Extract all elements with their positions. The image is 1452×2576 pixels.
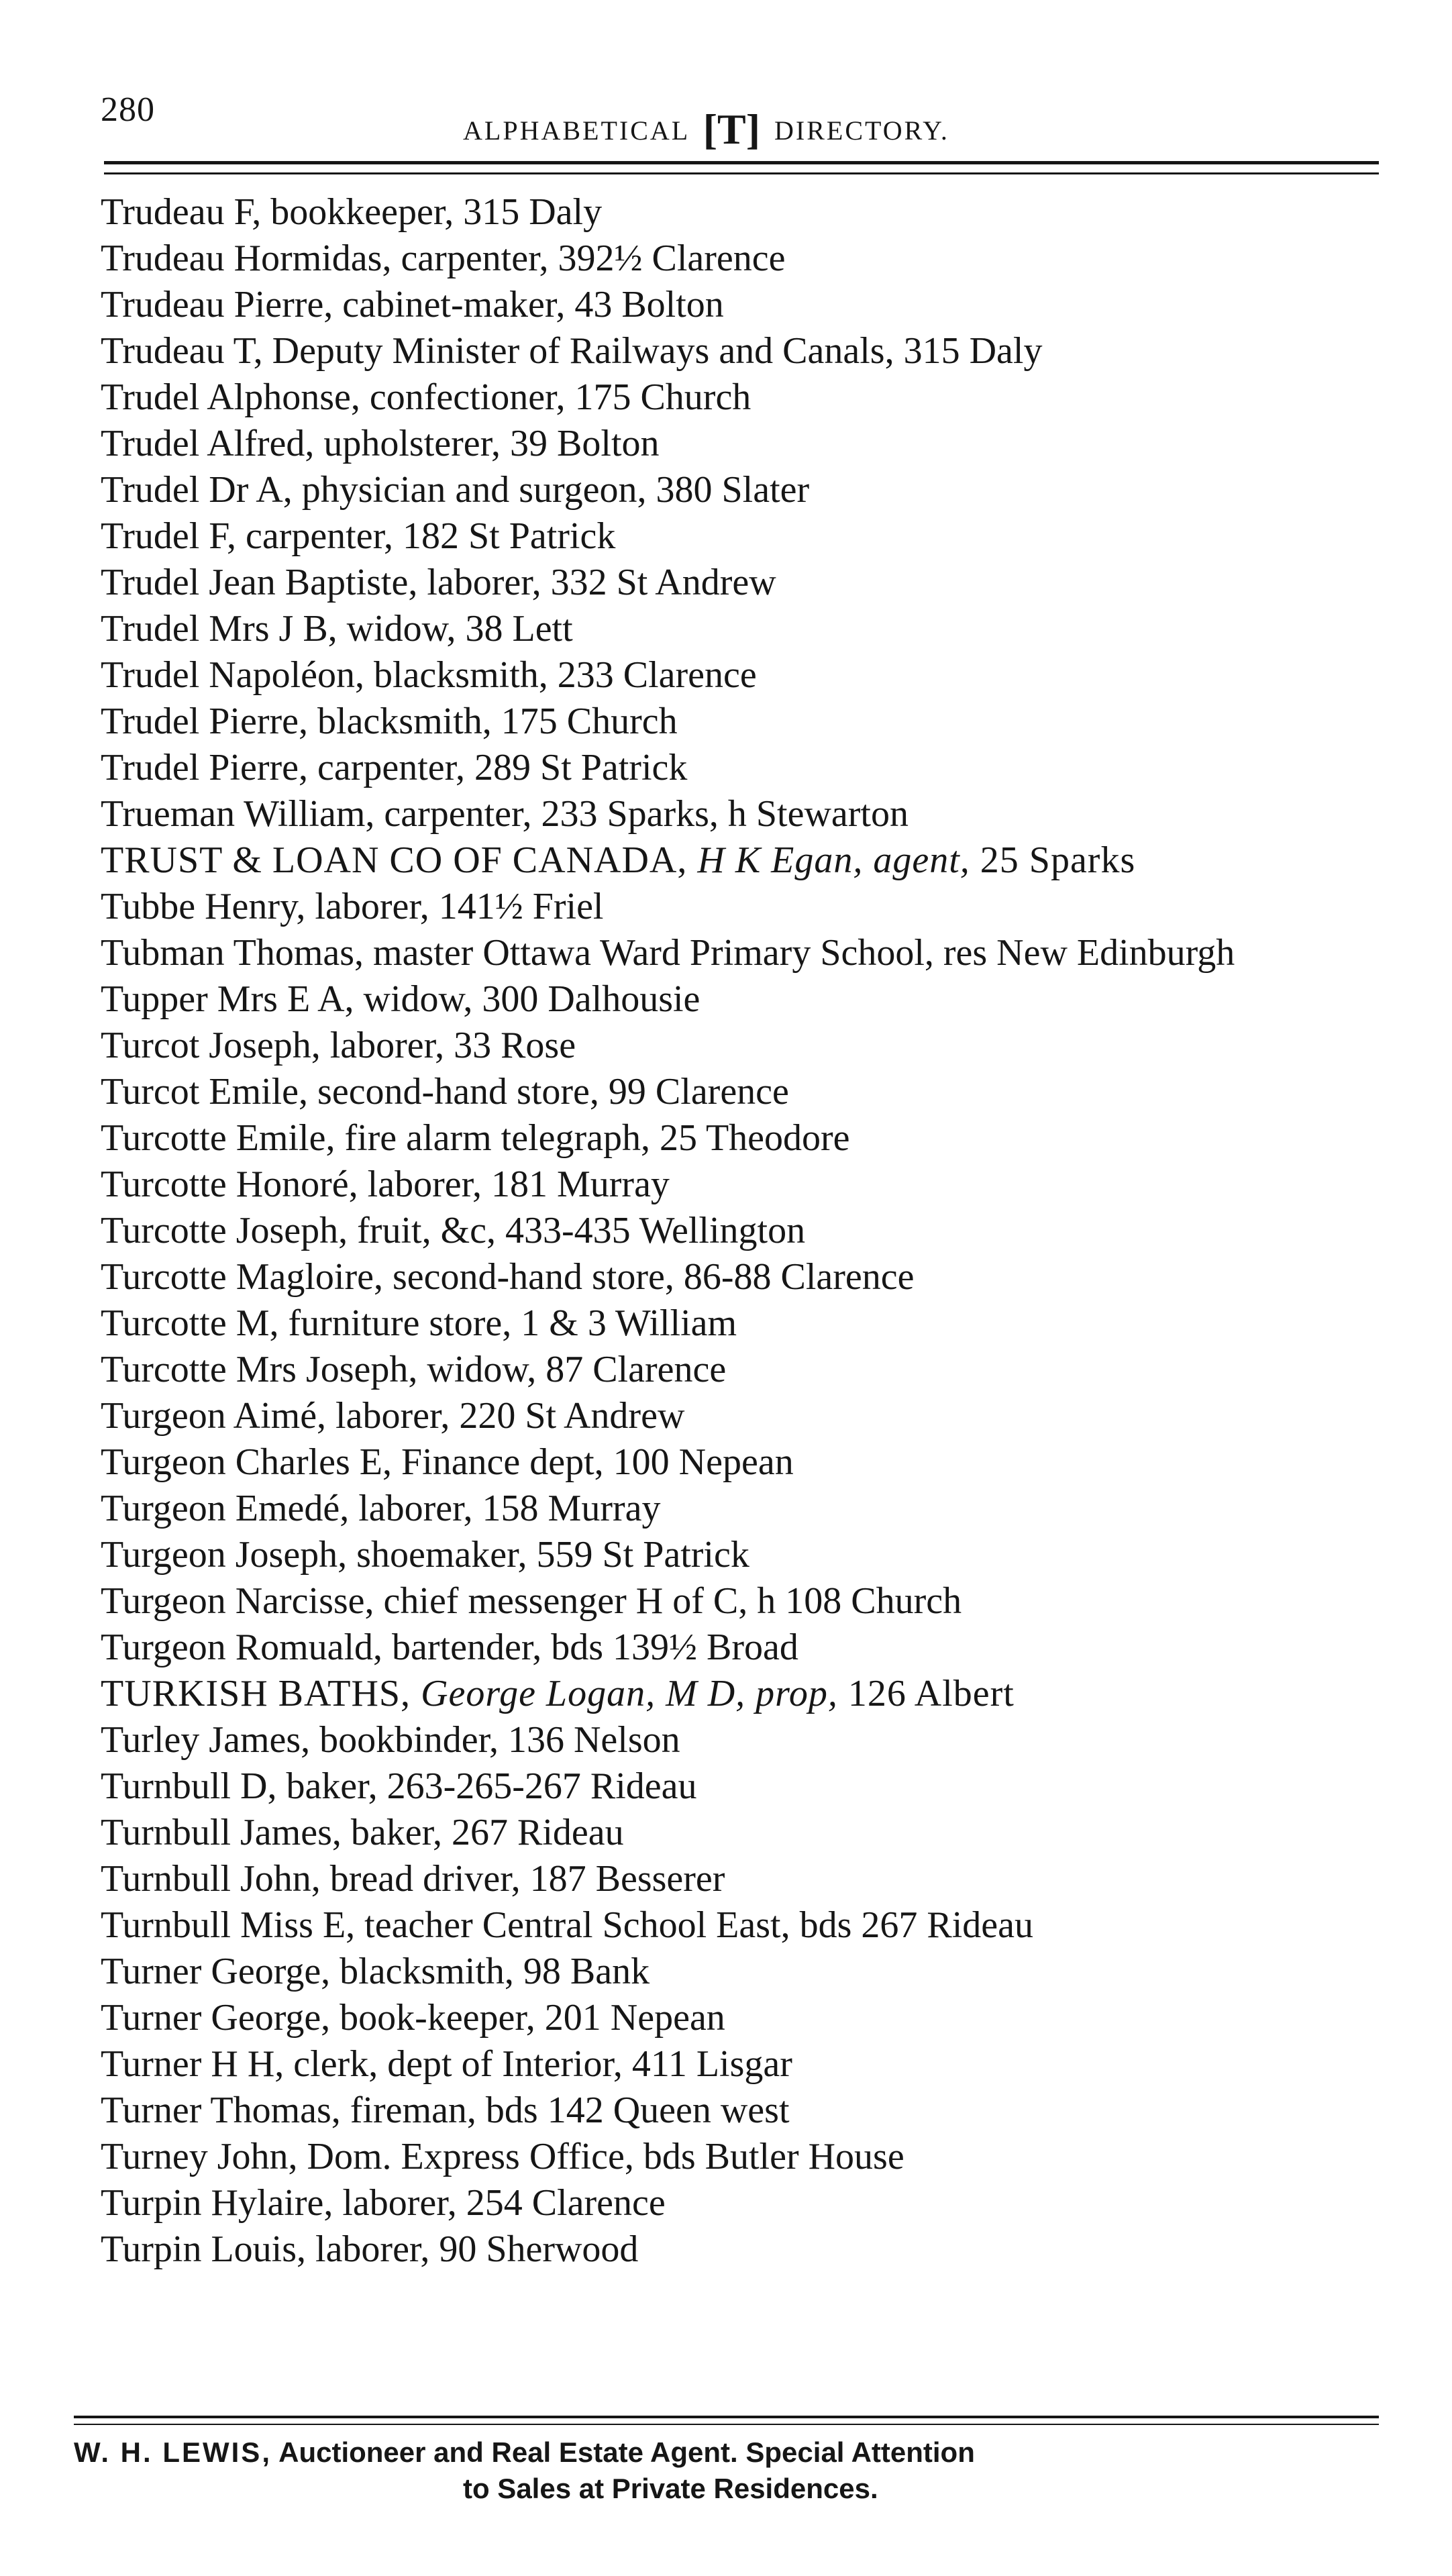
business-name: TURKISH BATHS,: [101, 1673, 411, 1714]
directory-entries: [101, 189, 1396, 2273]
directory-entry: Trudeau Pierre, cabinet-maker, 43 Bolton: [101, 284, 724, 325]
footer-rule-thin: [74, 2424, 1379, 2425]
directory-entry: Turney John, Dom. Express Office, bds Butler House: [101, 2136, 904, 2177]
directory-entry: Turnbull John, bread driver, 187 Besserer: [101, 1858, 725, 1900]
running-head-right: DIRECTORY.: [774, 115, 949, 146]
directory-entry: Turcot Joseph, laborer, 33 Rose: [101, 1025, 576, 1066]
header-rule-thin: [104, 172, 1379, 174]
directory-entry: Turnbull Miss E, teacher Central School East, bds 267 Rideau: [101, 1904, 1033, 1946]
directory-entry: Turpin Hylaire, laborer, 254 Clarence: [101, 2182, 666, 2224]
directory-entry: Turnbull D, baker, 263-265-267 Rideau: [101, 1765, 697, 1807]
directory-entry: Trudel Mrs J B, widow, 38 Lett: [101, 608, 573, 650]
advertiser-name: W. H. LEWIS,: [74, 2436, 272, 2468]
running-head: [463, 101, 949, 153]
business-agent: H K Egan, agent,: [697, 839, 970, 881]
section-letter: [T]: [703, 105, 761, 153]
directory-entry: Trudel Napoléon, blacksmith, 233 Clarence: [101, 654, 757, 696]
advert-line-1: [74, 2434, 1382, 2471]
directory-entry: Turner Thomas, fireman, bds 142 Queen west: [101, 2090, 790, 2131]
directory-entry: Turnbull James, baker, 267 Rideau: [101, 1812, 624, 1853]
page-header: [101, 86, 1382, 153]
advert-text: Auctioneer and Real Estate Agent. Special Attention: [278, 2436, 975, 2468]
business-address: 126 Albert: [847, 1673, 1015, 1714]
directory-entry: Turner H H, clerk, dept of Interior, 411 Lisgar: [101, 2043, 792, 2085]
directory-entry: Turgeon Joseph, shoemaker, 559 St Patrick: [101, 1534, 749, 1576]
directory-entry: Trudel Alphonse, confectioner, 175 Church: [101, 376, 751, 418]
directory-entry-business: [101, 837, 1396, 884]
directory-entry: Turpin Louis, laborer, 90 Sherwood: [101, 2228, 639, 2270]
directory-entry: Turcotte Magloire, second-hand store, 86-88 Clarence: [101, 1256, 915, 1298]
directory-entry: Turcotte Emile, fire alarm telegraph, 25 Theodore: [101, 1117, 850, 1159]
directory-entry: Tubbe Henry, laborer, 141½ Friel: [101, 886, 604, 927]
directory-entry: Turgeon Romuald, bartender, bds 139½ Broad: [101, 1627, 798, 1668]
directory-entry: Trudel Jean Baptiste, laborer, 332 St Andrew: [101, 562, 776, 603]
directory-entry: Turcotte M, furniture store, 1 & 3 William: [101, 1302, 737, 1344]
running-head-left: ALPHABETICAL: [463, 115, 689, 146]
directory-entry: Turgeon Emedé, laborer, 158 Murray: [101, 1488, 661, 1529]
directory-entry: Turgeon Narcisse, chief messenger H of C, h 108 Church: [101, 1580, 962, 1622]
business-name: TRUST & LOAN CO OF CANADA,: [101, 839, 688, 881]
directory-entry: Trudel Alfred, upholsterer, 39 Bolton: [101, 423, 660, 464]
directory-entry: Trueman William, carpenter, 233 Sparks, h Stewarton: [101, 793, 909, 835]
directory-entry: Turley James, bookbinder, 136 Nelson: [101, 1719, 680, 1761]
header-rule-thick: [104, 161, 1379, 164]
directory-entry: Trudel F, carpenter, 182 St Patrick: [101, 515, 616, 557]
directory-entry-business: [101, 1671, 1396, 1717]
directory-entry: Turcotte Honoré, laborer, 181 Murray: [101, 1164, 670, 1205]
directory-entry: Turgeon Aimé, laborer, 220 St Andrew: [101, 1395, 685, 1437]
directory-entry: Turner George, book-keeper, 201 Nepean: [101, 1997, 725, 2039]
directory-entry: Trudel Pierre, carpenter, 289 St Patrick: [101, 747, 688, 788]
directory-entry: Turcotte Mrs Joseph, widow, 87 Clarence: [101, 1349, 727, 1390]
directory-entry: Turgeon Charles E, Finance dept, 100 Nepean: [101, 1441, 794, 1483]
directory-entry: Tubman Thomas, master Ottawa Ward Primary School, res New Edinburgh: [101, 932, 1235, 974]
directory-entry: Trudeau T, Deputy Minister of Railways and Canals, 315 Daly: [101, 330, 1043, 372]
directory-entry: Turcotte Joseph, fruit, &c, 433-435 Wellington: [101, 1210, 806, 1251]
directory-entry: Trudeau F, bookkeeper, 315 Daly: [101, 191, 603, 233]
directory-entry: Turner George, blacksmith, 98 Bank: [101, 1951, 650, 1992]
footer-advertisement: [74, 2434, 1382, 2507]
directory-entry: Turcot Emile, second-hand store, 99 Clarence: [101, 1071, 789, 1113]
page-number: 280: [101, 91, 155, 129]
directory-entry: Tupper Mrs E A, widow, 300 Dalhousie: [101, 978, 701, 1020]
business-agent: George Logan, M D, prop,: [421, 1673, 838, 1714]
advert-line-2: to Sales at Private Residences.: [463, 2473, 878, 2504]
directory-entry: Trudel Dr A, physician and surgeon, 380 Slater: [101, 469, 810, 511]
footer-rule-thick: [74, 2416, 1379, 2418]
directory-entry: Trudel Pierre, blacksmith, 175 Church: [101, 701, 678, 742]
directory-entry: Trudeau Hormidas, carpenter, 392½ Clarence: [101, 238, 786, 279]
business-address: 25 Sparks: [980, 839, 1136, 881]
